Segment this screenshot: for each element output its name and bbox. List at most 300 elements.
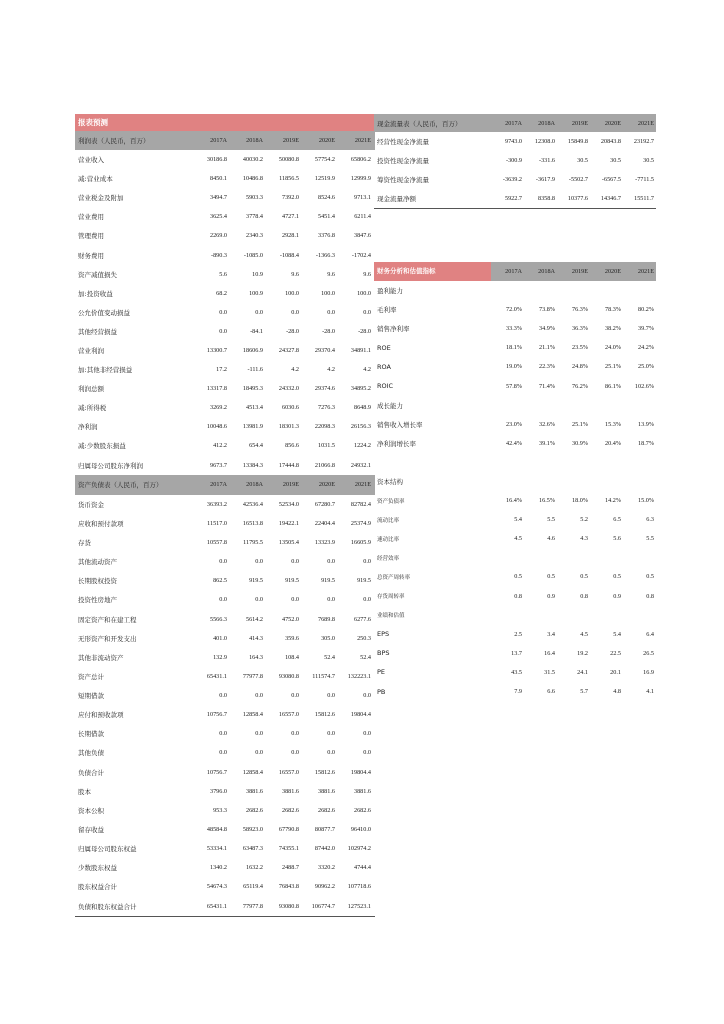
row-label: 资产负债率 (377, 498, 405, 505)
cell-value: 24327.8 (278, 346, 299, 354)
cell-value: 18.7% (638, 439, 654, 447)
table-row (374, 644, 656, 663)
table-row (75, 207, 375, 226)
cell-value: 13505.4 (278, 538, 299, 546)
table-row (75, 284, 375, 303)
income-statement-table (75, 150, 375, 475)
row-label: ROA (377, 362, 391, 371)
cell-value: 10557.8 (206, 538, 227, 546)
income-title: 利润表（人民币，百万） (78, 137, 150, 145)
cell-value: 4.2 (327, 366, 335, 374)
cell-value: 19.0% (506, 363, 522, 371)
cell-value: 52.4 (360, 653, 371, 661)
cell-value: 7.9 (514, 688, 522, 696)
cell-value: 38.2% (605, 325, 621, 333)
cell-value: 58923.0 (242, 826, 263, 834)
cashflow-years (491, 120, 656, 127)
table-row (374, 548, 656, 567)
year-header: 2021E (637, 119, 654, 127)
cell-value: 3881.6 (245, 787, 263, 795)
cell-value: 8358.8 (537, 195, 555, 202)
cell-value: 108.4 (285, 653, 299, 661)
row-label: 经营效率 (377, 555, 400, 562)
cell-value: 16.4 (544, 649, 555, 657)
cell-value: -84.1 (250, 327, 263, 335)
table-row (374, 529, 656, 548)
cell-value: 18495.3 (242, 385, 263, 393)
cell-value: 0.0 (291, 749, 299, 757)
cell-value: 5.6 (219, 270, 227, 278)
cell-value: 34895.2 (350, 385, 371, 393)
row-label: 营业费用 (78, 213, 104, 222)
table-row (75, 341, 375, 360)
cell-value: 8450.1 (209, 175, 227, 183)
cell-value: 0.0 (291, 308, 299, 316)
cell-value: 36.3% (572, 325, 588, 333)
table-row (374, 415, 656, 434)
cell-value: 42.4% (506, 439, 522, 447)
cell-value: 21066.8 (314, 461, 335, 469)
year-header: 2020E (318, 137, 335, 144)
cell-value: 0.0 (327, 596, 335, 604)
cell-value: 15812.6 (314, 711, 335, 719)
row-label: 应收和预付款项 (78, 519, 124, 528)
cell-value: 132.9 (213, 653, 227, 661)
cell-value: 4.8 (613, 688, 621, 696)
table-row (75, 648, 375, 667)
cell-value: 6.5 (613, 516, 621, 524)
cell-value: 4513.4 (245, 404, 263, 412)
row-label: 存货 (78, 538, 91, 547)
cell-value: 80877.7 (314, 826, 335, 834)
cell-value: 87442.0 (314, 845, 335, 853)
cell-value: 1224.2 (353, 442, 371, 450)
cell-value: 2.5 (514, 630, 522, 638)
year-header: 2017A (210, 137, 227, 144)
table-row (75, 705, 375, 724)
row-label: 销售收入增长率 (377, 420, 423, 429)
row-label: 其他流动资产 (78, 558, 117, 567)
cell-value: 76.2% (572, 382, 588, 390)
row-label: 经营性现金净流量 (377, 138, 429, 146)
cell-value: 71.4% (539, 382, 555, 390)
row-label: 毛利率 (377, 306, 397, 315)
cell-value: -331.6 (539, 157, 555, 164)
cell-value: 67790.8 (278, 826, 299, 834)
cell-value: 16.4% (506, 497, 522, 505)
table-row (374, 338, 656, 357)
year-header: 2017A (210, 481, 227, 489)
cell-value: 100.0 (357, 289, 371, 297)
cell-value: 10756.7 (206, 768, 227, 776)
table-row (75, 801, 375, 820)
table-row (374, 663, 656, 682)
cell-value: 250.3 (357, 634, 371, 642)
table-row (75, 839, 375, 858)
row-label: PB (377, 687, 386, 696)
row-label: 归属母公司股东权益 (78, 845, 137, 854)
cell-value: 18.1% (506, 344, 522, 352)
left-panel (75, 114, 375, 917)
cell-value: 14346.7 (600, 195, 621, 202)
row-label: 股东权益合计 (78, 883, 117, 892)
cell-value: 93080.8 (278, 902, 299, 910)
cell-value: 36393.2 (206, 500, 227, 508)
ratios-years (491, 262, 656, 281)
table-row (75, 417, 375, 436)
cell-value: 76843.8 (278, 883, 299, 891)
table-row (374, 587, 656, 606)
row-label: 归属母公司股东净利润 (78, 461, 143, 470)
row-label: 存货周转率 (377, 594, 405, 601)
ratios-table (374, 281, 656, 701)
table-row (374, 319, 656, 338)
cell-value: 65431.1 (206, 902, 227, 910)
cell-value: 2340.3 (245, 232, 263, 240)
row-label: 公允价值变动损益 (78, 308, 130, 317)
cell-value: 4.5 (514, 535, 522, 543)
cell-value: 6.4 (646, 630, 654, 638)
cell-value: 13323.9 (314, 538, 335, 546)
cell-value: 654.4 (249, 442, 263, 450)
cell-value: 0.0 (255, 692, 263, 700)
cell-value: 12858.4 (242, 711, 263, 719)
table-row (374, 453, 656, 472)
cell-value: 16605.9 (350, 538, 371, 546)
cell-value: 67280.7 (314, 500, 335, 508)
cell-value: 0.0 (219, 692, 227, 700)
row-label: 资本结构 (377, 477, 403, 486)
table-row (75, 897, 375, 917)
cell-value: 862.5 (213, 577, 227, 585)
cell-value: 10486.8 (242, 175, 263, 183)
cell-value: 13.9% (638, 420, 654, 428)
cell-value: 9.6 (363, 270, 371, 278)
cell-value: 30.9% (572, 439, 588, 447)
table-row (75, 590, 375, 609)
year-header: 2020E (604, 268, 621, 275)
table-row (374, 170, 656, 189)
cell-value: -28.0 (358, 327, 371, 335)
table-row (75, 763, 375, 782)
cell-value: 29374.6 (314, 385, 335, 393)
cell-value: 24.0% (605, 344, 621, 352)
cell-value: 3796.0 (209, 787, 227, 795)
cell-value: 0.0 (219, 327, 227, 335)
cell-value: 25.1% (572, 420, 588, 428)
cell-value: 16513.8 (242, 519, 263, 527)
balance-sheet-table (75, 495, 375, 917)
row-label: 固定资产和在建工程 (78, 615, 137, 624)
cell-value: 0.0 (363, 749, 371, 757)
right-panel (374, 114, 656, 701)
row-label: 营业税金及附加 (78, 194, 124, 203)
year-header: 2020E (318, 481, 335, 489)
cell-value: 24332.0 (278, 385, 299, 393)
cell-value: 48584.8 (206, 826, 227, 834)
cell-value: 78.3% (605, 306, 621, 314)
cell-value: 102974.2 (347, 845, 371, 853)
cell-value: -1088.4 (279, 251, 299, 259)
cell-value: -111.6 (247, 366, 263, 374)
cell-value: 13317.8 (206, 385, 227, 393)
table-row (75, 514, 375, 533)
cell-value: 39.1% (539, 439, 555, 447)
cell-value: 4.6 (547, 535, 555, 543)
cell-value: 29370.4 (314, 346, 335, 354)
year-header: 2019E (571, 119, 588, 127)
row-label: 减:少数股东损益 (78, 442, 126, 451)
row-label: EPS (377, 630, 390, 639)
row-label: 减:营业成本 (78, 175, 113, 184)
cell-value: 96410.0 (350, 826, 371, 834)
cell-value: 132223.1 (347, 672, 371, 680)
cell-value: 15.0% (638, 497, 654, 505)
cell-value: 19.2 (577, 649, 588, 657)
cell-value: 0.0 (219, 308, 227, 316)
row-label: 负债合计 (78, 768, 104, 777)
cell-value: 0.0 (363, 308, 371, 316)
cell-value: 919.5 (357, 577, 371, 585)
cell-value: 0.0 (255, 558, 263, 566)
cell-value: 0.8 (646, 592, 654, 600)
cell-value: 53334.1 (206, 845, 227, 853)
row-label: 无形资产和开发支出 (78, 634, 137, 643)
row-label: 流动比率 (377, 517, 400, 524)
table-row (374, 625, 656, 644)
cell-value: 42536.4 (242, 500, 263, 508)
row-label: 其他负债 (78, 749, 104, 758)
cell-value: 40030.2 (242, 156, 263, 164)
table-row (75, 571, 375, 590)
cell-value: 111574.7 (312, 672, 335, 680)
cell-value: 0.0 (291, 692, 299, 700)
cell-value: 82782.4 (350, 500, 371, 508)
cell-value: 6030.6 (281, 404, 299, 412)
cell-value: 11795.5 (243, 538, 263, 546)
cell-value: 9.6 (327, 270, 335, 278)
cell-value: 52534.0 (278, 500, 299, 508)
cell-value: 33.3% (506, 325, 522, 333)
cell-value: 25.0% (638, 363, 654, 371)
cell-value: 13981.9 (242, 423, 263, 431)
row-label: 资产总计 (78, 672, 104, 681)
cell-value: 65119.4 (243, 883, 263, 891)
cell-value: 0.0 (363, 558, 371, 566)
row-label: 速动比率 (377, 536, 400, 543)
row-label: 净利润增长率 (377, 439, 416, 448)
cell-value: 107718.6 (347, 883, 371, 891)
cashflow-table (374, 132, 656, 209)
cell-value: 3881.6 (353, 787, 371, 795)
cell-value: 856.6 (285, 442, 299, 450)
cell-value: 0.0 (219, 558, 227, 566)
cell-value: 3881.6 (281, 787, 299, 795)
table-row (75, 398, 375, 417)
row-label: 管理费用 (78, 232, 104, 241)
cell-value: 30.5 (577, 157, 588, 164)
row-label: 负债和股东权益合计 (78, 902, 137, 911)
cell-value: 9673.7 (209, 461, 227, 469)
table-row (75, 724, 375, 743)
cell-value: 3269.2 (209, 404, 227, 412)
cell-value: 43.5 (511, 668, 522, 676)
cell-value: -28.0 (286, 327, 299, 335)
row-label: 投资性房地产 (78, 596, 117, 605)
row-label: 长期股权投资 (78, 577, 117, 586)
row-label: 投资性现金净流量 (377, 157, 429, 165)
cell-value: 5451.4 (317, 213, 335, 221)
row-label: 留存收益 (78, 826, 104, 835)
cell-value: 5566.3 (209, 615, 227, 623)
cell-value: 24.8% (572, 363, 588, 371)
table-row (374, 376, 656, 395)
cell-value: 100.0 (321, 289, 335, 297)
table-row (75, 686, 375, 705)
year-header: 2019E (282, 481, 299, 489)
cell-value: 23.0% (506, 420, 522, 428)
cell-value: 77977.8 (242, 902, 263, 910)
cell-value: 57754.2 (314, 156, 335, 164)
cell-value: 359.6 (285, 634, 299, 642)
row-label: ROE (377, 343, 391, 352)
cell-value: 86.1% (605, 382, 621, 390)
table-row (75, 629, 375, 648)
row-label: 其他非流动资产 (78, 653, 124, 662)
cell-value: -3639.2 (502, 176, 522, 183)
cell-value: 30.5 (643, 157, 654, 164)
cell-value: 0.0 (327, 558, 335, 566)
table-row (374, 132, 656, 151)
table-row (374, 300, 656, 319)
table-row (75, 245, 375, 264)
table-row (374, 491, 656, 510)
cell-value: 15849.8 (567, 138, 588, 145)
cell-value: 9713.1 (353, 194, 371, 202)
cell-value: 65431.1 (206, 672, 227, 680)
cell-value: 15511.7 (634, 195, 654, 202)
cell-value: 100.0 (285, 289, 299, 297)
cell-value: 0.5 (613, 573, 621, 581)
cell-value: 0.0 (219, 596, 227, 604)
cell-value: 0.0 (255, 596, 263, 604)
table-row (75, 495, 375, 514)
cell-value: 1632.2 (245, 864, 263, 872)
cell-value: 10.9 (252, 270, 263, 278)
cell-value: 2682.6 (281, 806, 299, 814)
row-label: 营业收入 (78, 156, 104, 165)
year-header: 2021E (637, 268, 654, 275)
row-label: 股本 (78, 787, 91, 796)
cell-value: 52.4 (324, 653, 335, 661)
cell-value: 0.0 (327, 692, 335, 700)
cell-value: -5502.7 (568, 176, 588, 183)
cell-value: 74355.1 (278, 845, 299, 853)
cell-value: 0.0 (219, 749, 227, 757)
table-row (75, 436, 375, 455)
table-row (75, 169, 375, 188)
cell-value: 16557.0 (278, 711, 299, 719)
cell-value: 22404.4 (314, 519, 335, 527)
table-row (75, 456, 375, 475)
cell-value: 0.9 (613, 592, 621, 600)
cell-value: 4727.1 (281, 213, 299, 221)
row-label: 加:其他非经营损益 (78, 366, 133, 375)
row-label: 财务费用 (78, 251, 104, 260)
cell-value: 0.5 (547, 573, 555, 581)
table-row (75, 609, 375, 628)
cell-value: 4.5 (580, 630, 588, 638)
cell-value: 5.4 (514, 516, 522, 524)
table-row (374, 396, 656, 415)
cell-value: 3625.4 (209, 213, 227, 221)
cell-value: 16.5% (539, 497, 555, 505)
cell-value: 19422.1 (278, 519, 299, 527)
cell-value: -890.3 (211, 251, 227, 259)
cell-value: -6567.5 (601, 176, 621, 183)
cell-value: 18606.9 (242, 346, 263, 354)
cell-value: 0.0 (363, 596, 371, 604)
cell-value: 68.2 (216, 289, 227, 297)
cell-value: 4.2 (291, 366, 299, 374)
cell-value: 5.6 (613, 535, 621, 543)
table-row (374, 682, 656, 701)
cell-value: 1340.2 (209, 864, 227, 872)
income-years (193, 137, 373, 144)
cell-value: 76.3% (572, 306, 588, 314)
row-label: 长期借款 (78, 730, 104, 739)
table-row (75, 743, 375, 762)
row-label: 资本公积 (78, 806, 104, 815)
year-header: 2018A (246, 481, 263, 489)
cell-value: 77977.8 (242, 672, 263, 680)
row-label: 现金流量净额 (377, 195, 416, 203)
row-label: 短期借款 (78, 692, 104, 701)
cell-value: 1031.5 (317, 442, 335, 450)
row-label: 业绩和估值 (377, 613, 405, 620)
cell-value: 20.4% (605, 439, 621, 447)
row-label: ROIC (377, 382, 394, 391)
year-header: 2018A (538, 268, 555, 275)
cell-value: 15.3% (605, 420, 621, 428)
row-label: 销售净利率 (377, 325, 410, 334)
cell-value: 31.5 (544, 668, 555, 676)
cell-value: 0.0 (327, 749, 335, 757)
cell-value: 72.0% (506, 306, 522, 314)
cell-value: 7276.3 (317, 404, 335, 412)
cell-value: 26.5 (643, 649, 654, 657)
cell-value: 106774.7 (311, 902, 335, 910)
cell-value: 4744.4 (353, 864, 371, 872)
cell-value: 2488.7 (281, 864, 299, 872)
balance-years (193, 481, 373, 488)
cell-value: 3494.7 (209, 194, 227, 202)
cell-value: 9.6 (291, 270, 299, 278)
cell-value: 164.3 (249, 653, 263, 661)
cell-value: 18301.3 (278, 423, 299, 431)
row-label: 资产减值损失 (78, 270, 117, 279)
row-label: 其他经营损益 (78, 327, 117, 336)
table-row (75, 303, 375, 322)
year-header: 2018A (538, 119, 555, 127)
table-row (374, 189, 656, 209)
income-header (75, 131, 375, 150)
cell-value: 30.5 (610, 157, 621, 164)
row-label: 加:投资收益 (78, 289, 113, 298)
cell-value: 102.6% (634, 382, 654, 390)
row-label: 少数股东权益 (78, 864, 117, 873)
cell-value: 23192.7 (633, 138, 654, 145)
